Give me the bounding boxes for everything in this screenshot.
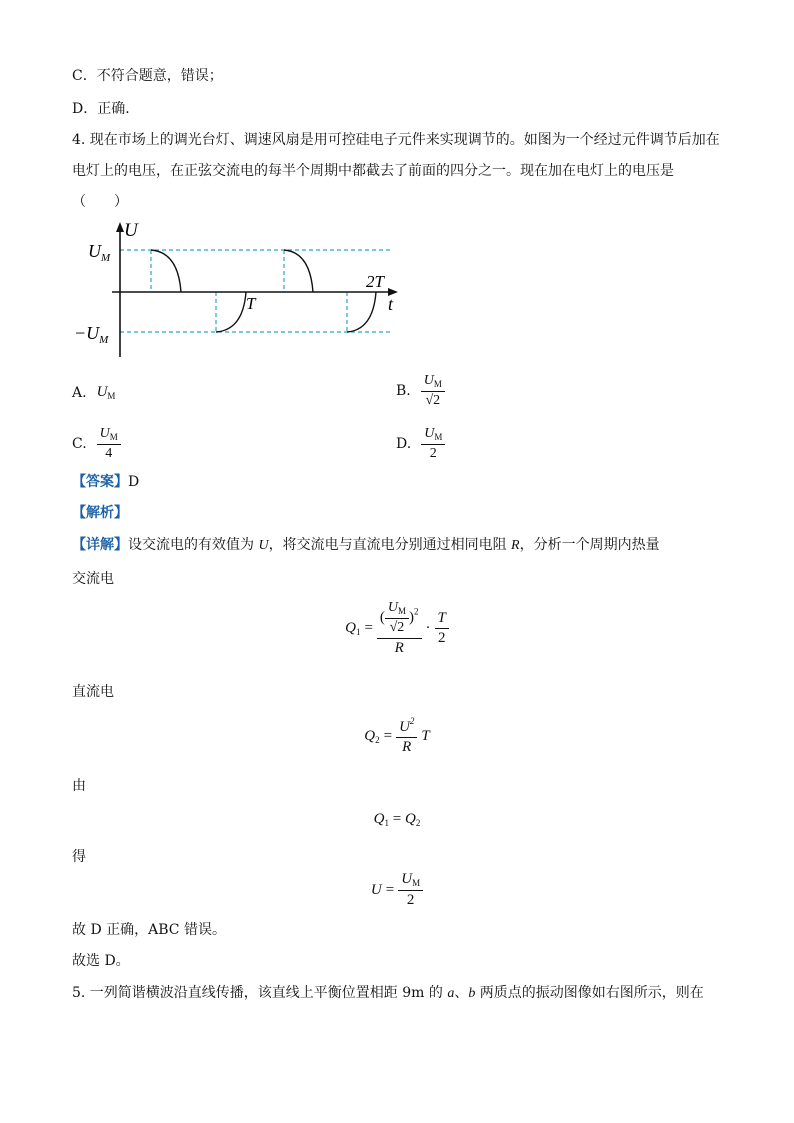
label-neg-um: $-U_M$ [74,323,109,346]
voltage-graph [70,215,410,365]
label-t-period: T [246,294,256,313]
curve-2 [216,292,246,332]
section-ac: 交流电 [72,571,114,587]
conclusion-line-2: 故选 D。 [72,953,130,969]
analysis-tag: 【解析】 [72,505,128,521]
label-2t: 2T [366,272,384,291]
section-dc: 直流电 [72,684,114,700]
option-a[interactable]: A. $U_M$ [72,384,116,401]
u-axis-arrow [116,222,124,232]
curve-3 [284,250,313,292]
option-c-fraction: $\frac{U_M}{4}$ [97,427,121,461]
question-4-paren: （ ） [72,194,128,210]
answer-value: D [128,474,140,490]
section-you: 由 [72,778,86,794]
option-d-line: D．正确． [72,101,140,117]
option-a-label: A. [72,384,87,401]
option-c-label: C. [72,436,87,452]
option-d-label: D. [396,436,412,452]
option-b-fraction: $\frac{U_M}{√2}$ [421,374,445,408]
equation-u: U = $\frac{U_M}{2}$ [0,872,794,908]
curve-4 [347,292,376,332]
section-de: 得 [72,849,86,865]
label-um: $U_M$ [88,241,111,264]
equation-q1-q2: $Q_1 = Q_2$ [373,811,421,828]
question-4-line-2: 电灯上的电压，在正弦交流电的每半个周期中都截去了前面的四分之一。现在加在电灯上的电压是 [72,163,674,179]
analysis-line [72,503,128,523]
detail-line: 【详解】设交流电的有效值为 U，将交流电与直流电分别通过相同电阻 R，分析一个周期内热量 [72,537,660,553]
conclusion-line-1: 故 D 正确，ABC 错误。 [72,922,226,938]
equation-q2: $Q_2$ = $\frac{U^2}{R}$ T [364,716,430,755]
axis-label-t: t [388,294,394,314]
detail-tag: 【详解】 [72,537,128,553]
option-d-fraction: $\frac{U_M}{2}$ [421,427,445,461]
question-4-line-1: 4. 现在市场上的调光台灯、调速风扇是用可控硅电子元件来实现调节的。如图为一个经过元件调节后加在 [72,132,720,148]
axis-label-u: U [124,220,138,241]
curve-1 [151,250,181,292]
answer-line [72,472,139,492]
option-d[interactable] [396,427,445,461]
option-b-label: B. [396,383,411,399]
answer-tag: 【答案】 [72,474,128,490]
question-5-line: 5. 一列简谐横波沿直线传播，该直线上平衡位置相距 9m 的 a、b 两质点的振动图像如右图所示，则在 [72,985,704,1001]
option-c-line: C．不符合题意，错误； [72,68,223,84]
equation-q1: $Q_1$ = ( $\frac{U_M}{√2}$ )$^2$ R · $\frac{T}{2}$ [0,601,794,656]
option-c[interactable] [72,427,121,461]
option-b[interactable] [396,374,445,408]
